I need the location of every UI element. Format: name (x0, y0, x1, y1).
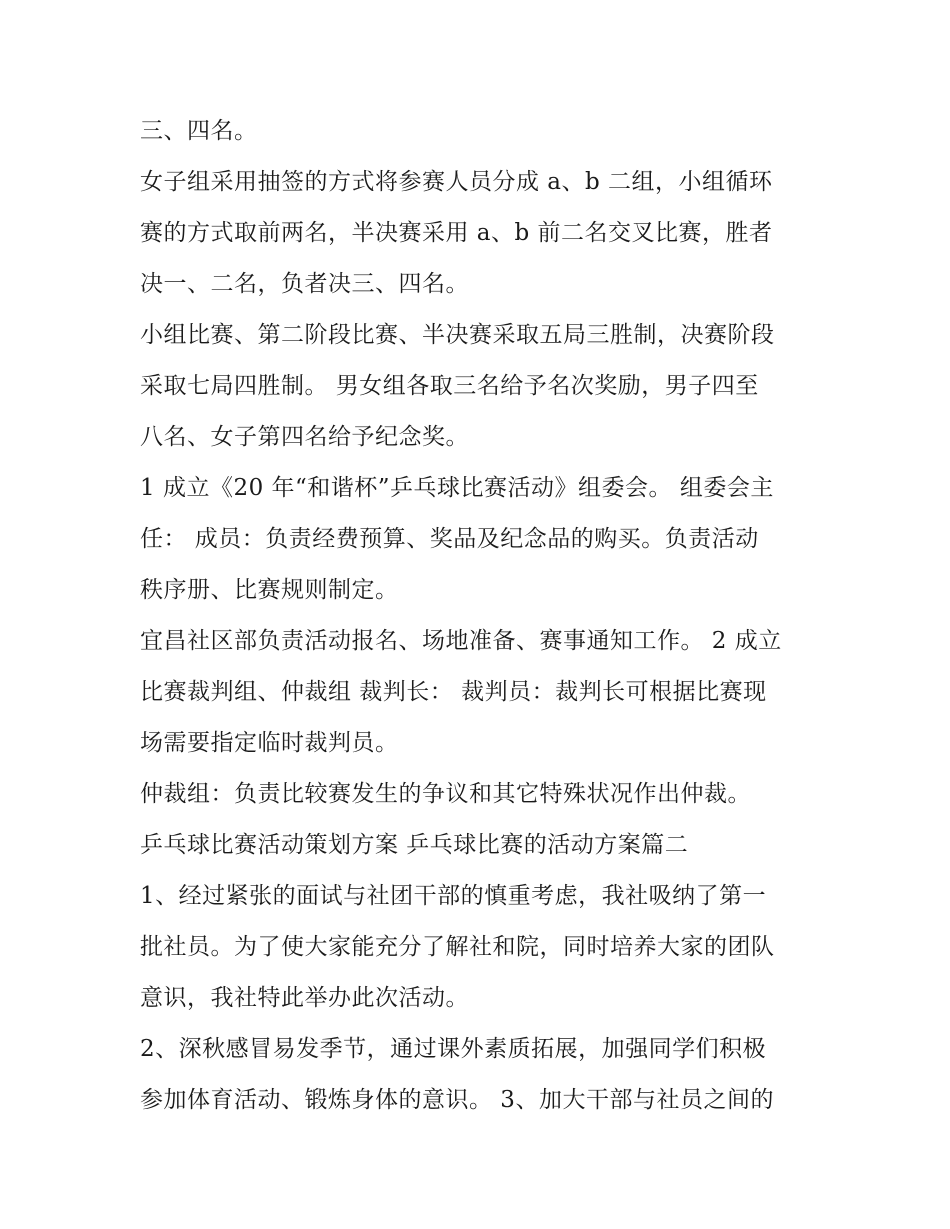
text-line: 任： 成员：负责经费预算、奖品及纪念品的购买。负责活动 (140, 526, 759, 552)
text-line: 宜昌社区部负责活动报名、场地准备、赛事通知工作。 2 成立 (140, 628, 782, 654)
text-line: 三、四名。 (140, 118, 258, 144)
text-line: 决一、二名，负者决三、四名。 (140, 271, 469, 297)
text-line: 八名、女子第四名给予纪念奖。 (140, 424, 469, 450)
text-line: 秩序册、比赛规则制定。 (140, 577, 399, 603)
text-line: 小组比赛、第二阶段比赛、半决赛采取五局三胜制，决赛阶段 (140, 322, 775, 348)
text-line: 采取七局四胜制。 男女组各取三名给予名次奖励，男子四至 (140, 373, 759, 399)
text-line: 1 成立《20 年“和谐杯”乒乓球比赛活动》组委会。 组委会主 (140, 475, 774, 501)
text-line: 参加体育活动、锻炼身体的意识。 3、加大干部与社员之间的 (140, 1087, 774, 1113)
text-line: 仲裁组：负责比较赛发生的争议和其它特殊状况作出仲裁。 (140, 781, 751, 807)
text-line: 批社员。为了使大家能充分了解社和院，同时培养大家的团队 (140, 934, 775, 960)
text-line: 女子组采用抽签的方式将参赛人员分成 a、b 二组，小组循环 (140, 169, 773, 195)
text-line: 2、深秋感冒易发季节，通过课外素质拓展，加强同学们积极 (140, 1036, 767, 1062)
text-line: 比赛裁判组、仲裁组 裁判长： 裁判员：裁判长可根据比赛现 (140, 679, 767, 705)
document-body (140, 106, 820, 1126)
text-line: 1、经过紧张的面试与社团干部的慎重考虑，我社吸纳了第一 (140, 883, 767, 909)
text-line: 场需要指定临时裁判员。 (140, 730, 399, 756)
text-line: 赛的方式取前两名，半决赛采用 a、b 前二名交叉比赛，胜者 (140, 220, 773, 246)
text-line: 乒乓球比赛活动策划方案 乒乓球比赛的活动方案篇二 (140, 832, 689, 858)
text-line: 意识，我社特此举办此次活动。 (140, 985, 469, 1011)
